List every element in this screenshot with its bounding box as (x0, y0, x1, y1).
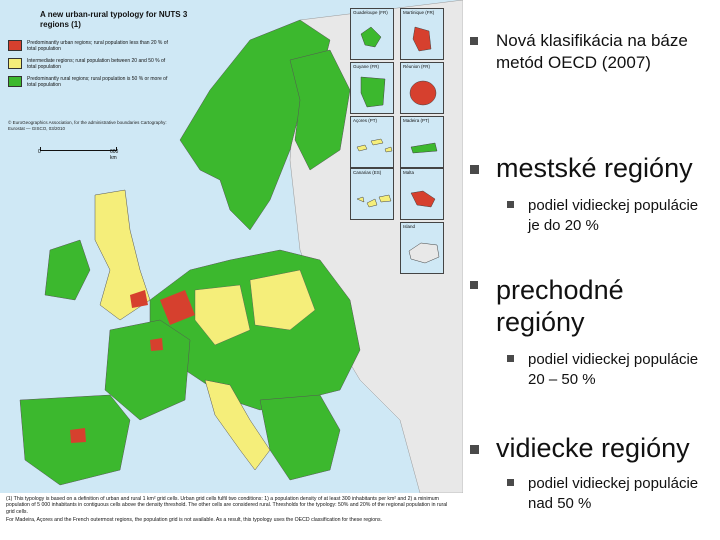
footnote-1: (1) This typology is based on a definition of urban and rural 1 km² grid cells. Urban grid cells fulfil two conditions: 1) a population density of at least 300 inhabitants per km² and 2) a minimum population of 5 000 inhabitants in contiguous cells above the density threshold. The other cells are considered rural. Thresholds for the typology: 50% and 20% of the regional population in rural grid cells. (6, 496, 448, 515)
inset-island (400, 222, 444, 274)
inset-acores-shape (351, 117, 395, 169)
inset-guadeloupe-shape (351, 9, 395, 61)
balkans-region (260, 395, 340, 480)
sub-bullet-urban (507, 196, 712, 236)
inset-label-acores: Açores (PT) (353, 118, 378, 123)
bullet-intermediate (470, 274, 710, 338)
inset-label-island: Island (403, 224, 416, 229)
inset-label-canarias: Canarias (ES) (353, 170, 382, 175)
map-legend (8, 40, 168, 94)
sub-bullet-rural-text: podiel vidieckej populácie nad 50 % (528, 475, 699, 512)
legend-item-intermediate (8, 58, 168, 70)
inset-label-guadeloupe: Guadeloupe (FR) (353, 10, 388, 15)
inset-madeira (400, 116, 444, 168)
bullet-rural-heading: vidiecke regióny (496, 433, 690, 463)
bullet-rural (470, 432, 720, 464)
map-footnote (0, 493, 463, 540)
legend-item-urban (8, 40, 168, 52)
sub-bullet-square-icon (507, 201, 514, 208)
inset-reunion-shape (401, 63, 445, 115)
bullet-urban-heading: mestské regióny (496, 153, 693, 183)
bullet-square-icon (470, 281, 478, 289)
legend-item-rural (8, 76, 168, 88)
sub-bullet-square-icon (507, 355, 514, 362)
inset-island-shape (401, 223, 445, 275)
sub-bullet-intermediate-text: podiel vidieckej populácie 20 – 50 % (528, 351, 699, 388)
bullet-panel (463, 0, 720, 540)
inset-reunion (400, 62, 444, 114)
legend-label-intermediate: Intermediate regions; rural population between 20 and 50 % of total population (27, 58, 166, 70)
inset-label-reunion: Réunion (FR) (403, 64, 431, 69)
bullet-intro (470, 30, 710, 74)
inset-guyane (350, 62, 394, 114)
intermediate-swatch (8, 58, 22, 69)
inset-martinique-shape (401, 9, 445, 61)
bullet-square-icon (470, 445, 479, 454)
inset-malta (400, 168, 444, 220)
paris-region (150, 338, 163, 351)
bullet-square-icon (470, 165, 479, 174)
sub-bullet-square-icon (507, 479, 514, 486)
urban-swatch (8, 40, 22, 51)
inset-canarias-shape (351, 169, 395, 221)
inset-canarias (350, 168, 394, 220)
bullet-urban (470, 152, 720, 184)
scale-line (40, 147, 117, 151)
inset-acores (350, 116, 394, 168)
inset-martinique (400, 8, 444, 60)
madrid-region (70, 428, 86, 443)
rural-swatch (8, 76, 22, 87)
inset-label-guyane: Guyane (FR) (353, 64, 380, 69)
sub-bullet-intermediate (507, 350, 712, 390)
inset-guadeloupe (350, 8, 394, 60)
inset-malta-shape (401, 169, 445, 221)
sub-bullet-rural (507, 474, 712, 514)
scale-zero: 0 (38, 149, 41, 155)
bullet-square-icon (470, 37, 478, 45)
legend-label-urban: Predominantly urban regions; rural population less than 20 % of total population (27, 40, 168, 52)
sub-bullet-urban-text: podiel vidieckej populácie je do 20 % (528, 197, 699, 234)
inset-label-martinique: Martinique (FR) (403, 10, 435, 15)
footnote-2: For Madeira, Açores and the French outermost regions, the population grid is not available. As a result, this typology uses the OECD classification for these regions. (6, 517, 382, 524)
map-credit: © EuroGeographics Association, for the administrative boundaries Cartography: Eurostat — GISCO, 03/2010 (8, 120, 167, 131)
inset-label-malta: Malta (403, 170, 415, 175)
inset-guyane-shape (351, 63, 395, 115)
bullet-intermediate-heading: prechodné regióny (496, 275, 624, 337)
ireland-region (45, 240, 90, 300)
bullet-intro-text: Nová klasifikácia na báze metód OECD (2007) (496, 31, 688, 72)
map-title: A new urban-rural typology for NUTS 3 regions (1) (40, 10, 188, 29)
inset-label-madeira: Madeira (PT) (403, 118, 430, 123)
scale-bar (38, 145, 120, 161)
inset-madeira-shape (401, 117, 445, 169)
legend-label-rural: Predominantly rural regions; rural population is 50 % or more of total population (27, 76, 168, 88)
scale-distance: 600 km (110, 149, 119, 161)
